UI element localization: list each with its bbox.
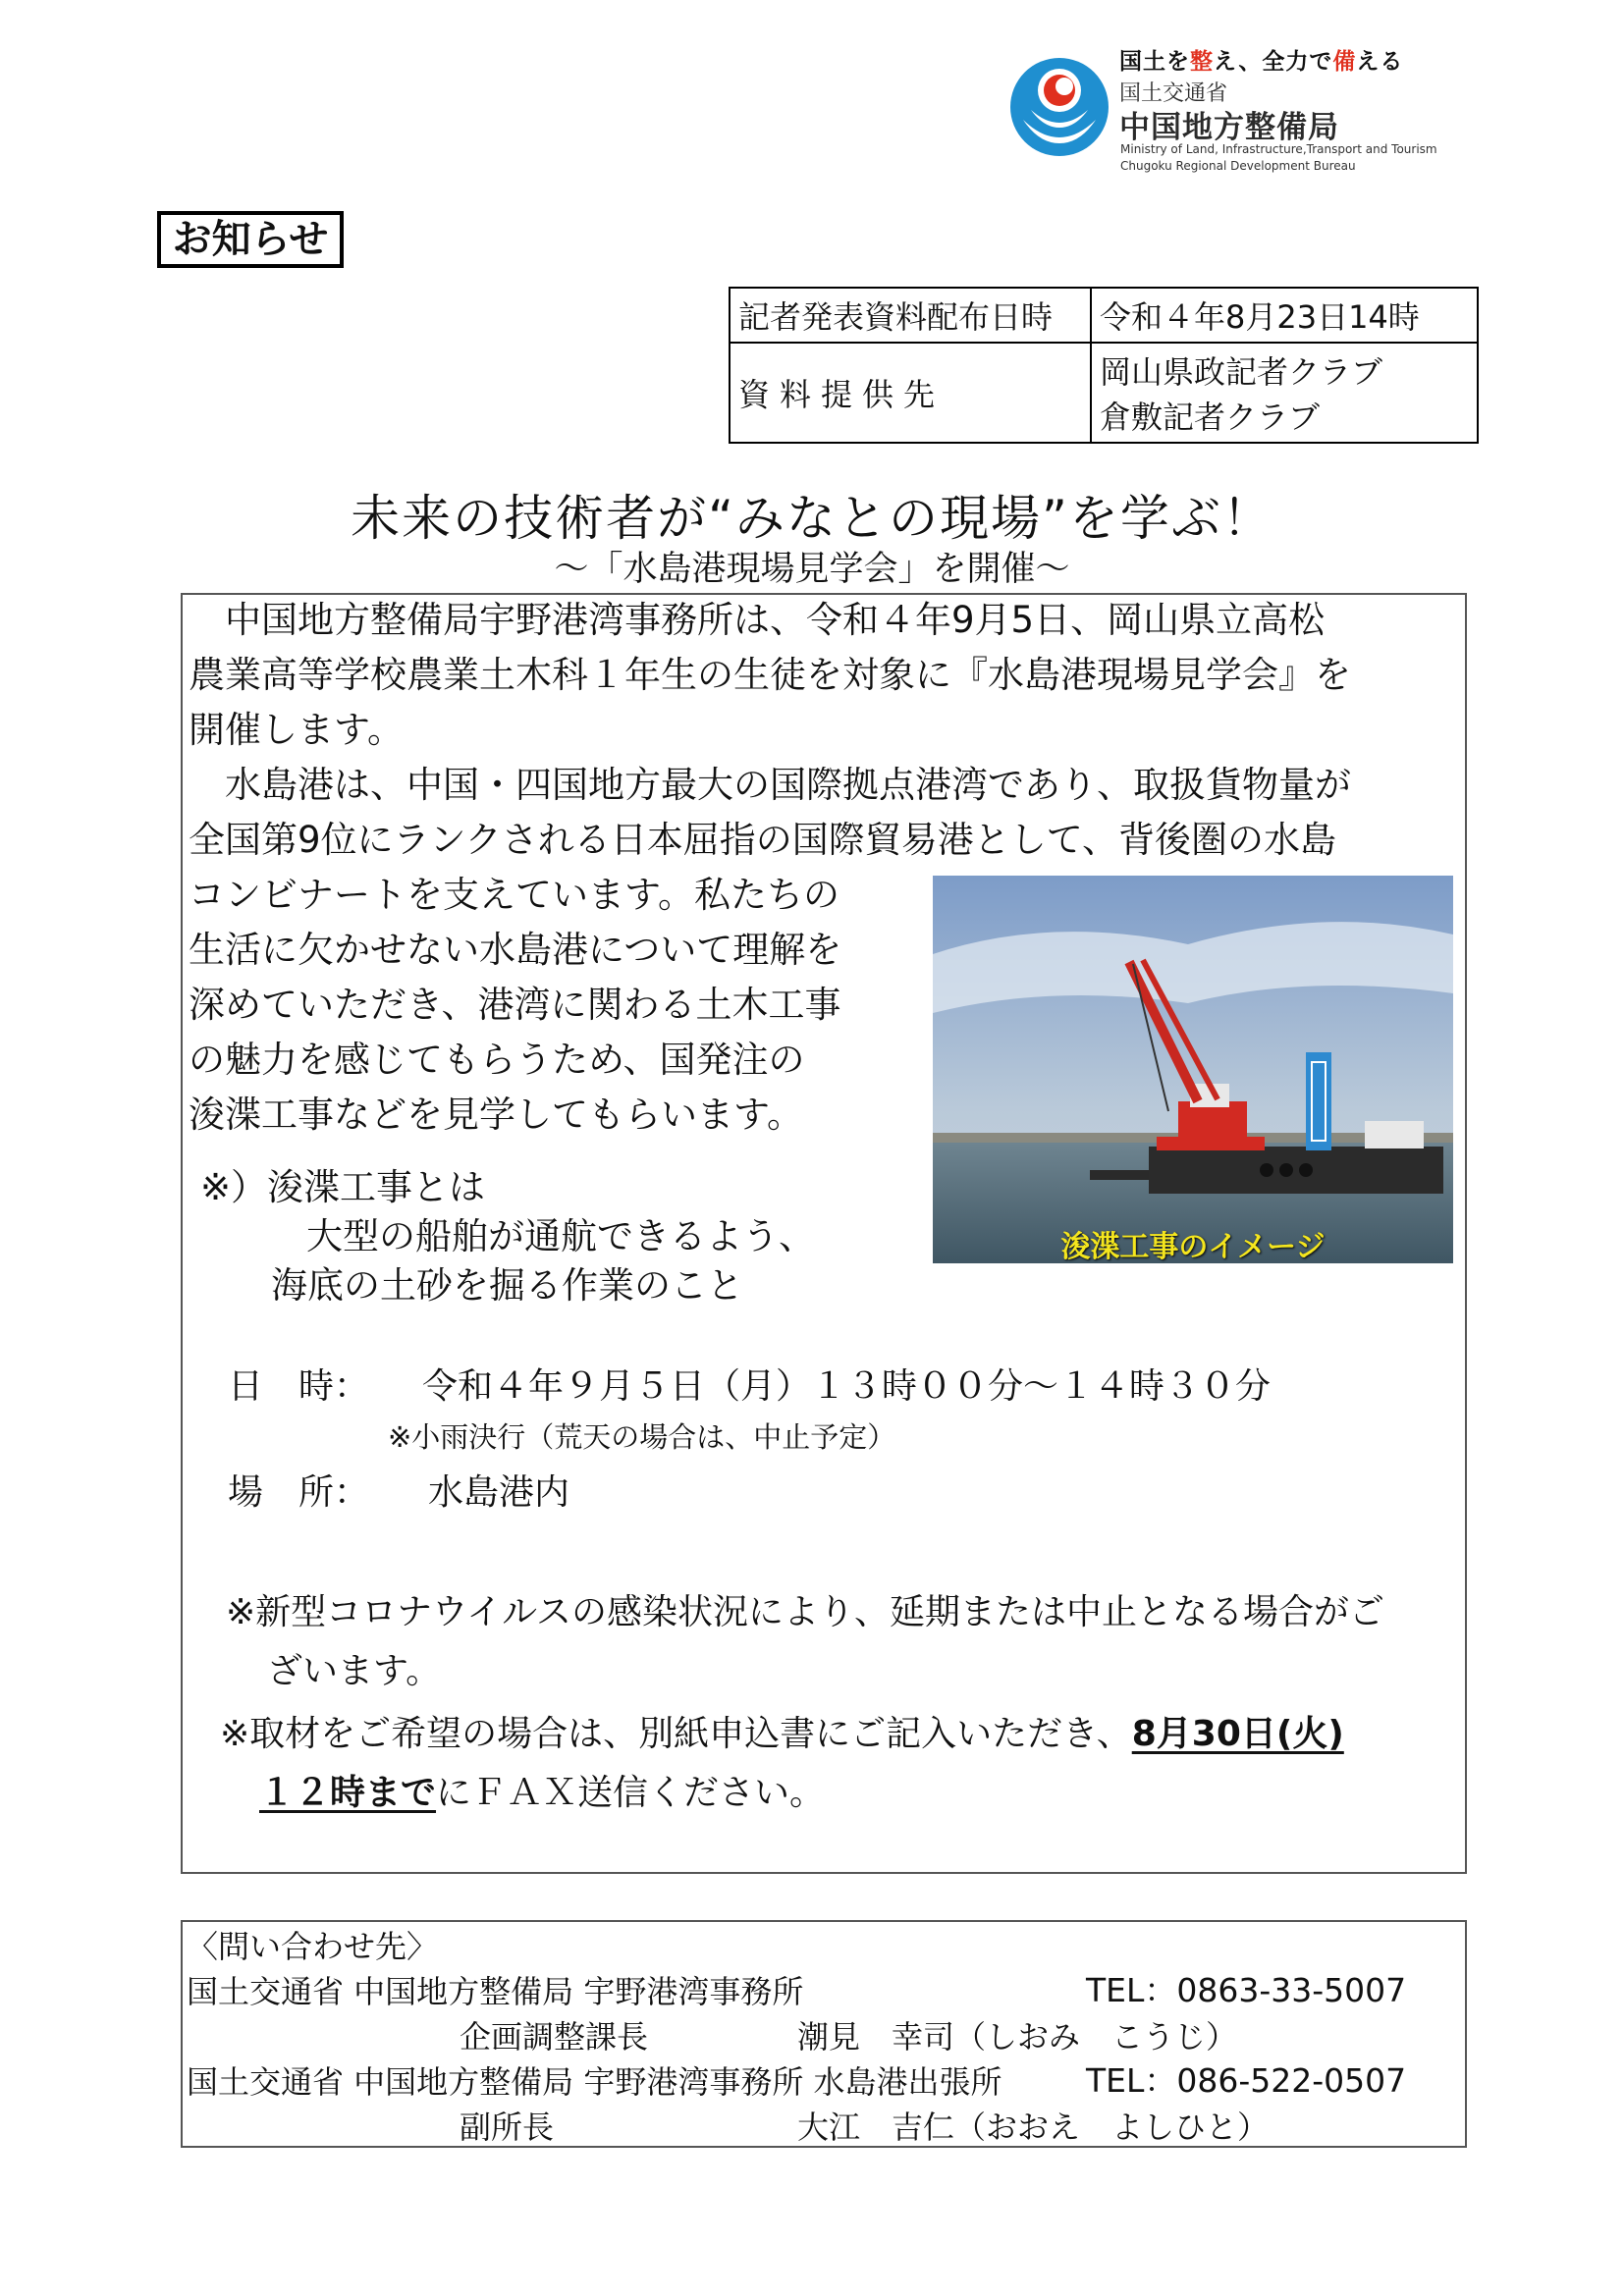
rain-note: ※小雨決行（荒天の場合は、中止予定）: [388, 1420, 896, 1454]
contact-tel: TEL：0863-33-5007: [1086, 1971, 1407, 2009]
contact-person: 大江 吉仁（おおえ よしひと）: [797, 2109, 1270, 2146]
logo-slogan: 国土を整え、全力で備える: [1119, 49, 1404, 75]
body-line: 中国地方整備局宇野港湾事務所は、令和４年9月5日、岡山県立高松: [189, 599, 1326, 641]
body-line: 深めていただき、港湾に関わる土木工事: [189, 984, 841, 1026]
covid-note-line: ざいます。: [267, 1651, 442, 1691]
page-subtitle: ～「水島港現場見学会」を開催～: [554, 550, 1070, 589]
contact-person: 潮見 幸司（しおみ こうじ）: [797, 2018, 1238, 2056]
covid-note-line: ※新型コロナウイルスの感染状況により、延期または中止となる場合がご: [226, 1592, 1385, 1632]
photo-caption: 浚渫工事のイメージ: [1060, 1230, 1326, 1264]
body-line: 水島港は、中国・四国地方最大の国際拠点港湾であり、取扱貨物量が: [189, 764, 1351, 806]
page-title: 未来の技術者が“みなとの現場”を学ぶ！: [351, 490, 1273, 547]
dredging-note-line: 海底の土砂を掘る作業のこと: [271, 1264, 743, 1307]
contact-heading: 〈問い合わせ先〉: [187, 1928, 439, 1965]
body-line: コンビナートを支えています。私たちの: [189, 874, 840, 916]
release-date-label: 記者発表資料配布日時: [730, 288, 1091, 343]
contact-title: 企画調整課長: [460, 2018, 649, 2056]
logo-ministry-name: 国土交通省: [1119, 81, 1228, 106]
press-note-line1: [220, 1706, 1380, 1756]
release-date-value: 令和４年8月23日14時: [1091, 288, 1478, 343]
press-note-rest: にＦＡＸ送信ください。: [436, 1773, 826, 1813]
place-label: 場 所：: [228, 1472, 370, 1513]
contact-title: 副所長: [460, 2109, 555, 2146]
body-line: 生活に欠かせない水島港について理解を: [189, 929, 842, 971]
logo-bureau-name: 中国地方整備局: [1119, 110, 1339, 145]
body-line: 浚渫工事などを見学してもらいます。: [189, 1094, 804, 1136]
recipient-item: 岡山県政記者クラブ: [1100, 353, 1383, 391]
body-line: 農業高等学校農業土木科１年生の生徒を対象に『水島港現場見学会』を: [189, 654, 1351, 696]
datetime-value: 令和４年９月５日（月）１３時００分～１４時３０分: [422, 1366, 1272, 1407]
body-line: 開催します。: [189, 709, 405, 751]
ministry-logo-icon: [1001, 49, 1117, 165]
dredging-note-line: 大型の船舶が通航できるよう、: [306, 1215, 815, 1257]
release-info-table: [729, 287, 1479, 444]
press-note-line2: [259, 1765, 825, 1815]
press-deadline-date: 8月30日(火): [1131, 1714, 1344, 1754]
contact-tel: TEL：086-522-0507: [1086, 2061, 1407, 2100]
body-line: 全国第9位にランクされる日本屈指の国際貿易港として、背後圏の水島: [189, 819, 1337, 861]
place-value: 水島港内: [428, 1472, 570, 1513]
logo-english-line1: Ministry of Land, Infrastructure,Transport and Tourism: [1120, 142, 1437, 156]
contact-office: 国土交通省 中国地方整備局 宇野港湾事務所: [187, 1973, 804, 2010]
body-line: の魅力を感じてもらうため、国発注の: [189, 1039, 805, 1081]
dredging-note-heading: ※）浚渫工事とは: [200, 1166, 486, 1208]
logo-english-line2: Chugoku Regional Development Bureau: [1120, 159, 1356, 173]
dredging-photo: [933, 876, 1453, 1263]
recipient-list: [1091, 343, 1478, 443]
recipient-label: 資料提供先: [730, 343, 1091, 443]
datetime-label: 日 時：: [228, 1366, 370, 1407]
recipient-item: 倉敷記者クラブ: [1100, 399, 1321, 436]
press-note-text: ※取材をご希望の場合は、別紙申込書にご記入いただき、: [220, 1714, 1132, 1754]
notice-label: お知らせ: [157, 211, 344, 268]
contact-office: 国土交通省 中国地方整備局 宇野港湾事務所 水島港出張所: [187, 2063, 1002, 2101]
press-deadline-time: １２時まで: [259, 1773, 437, 1813]
